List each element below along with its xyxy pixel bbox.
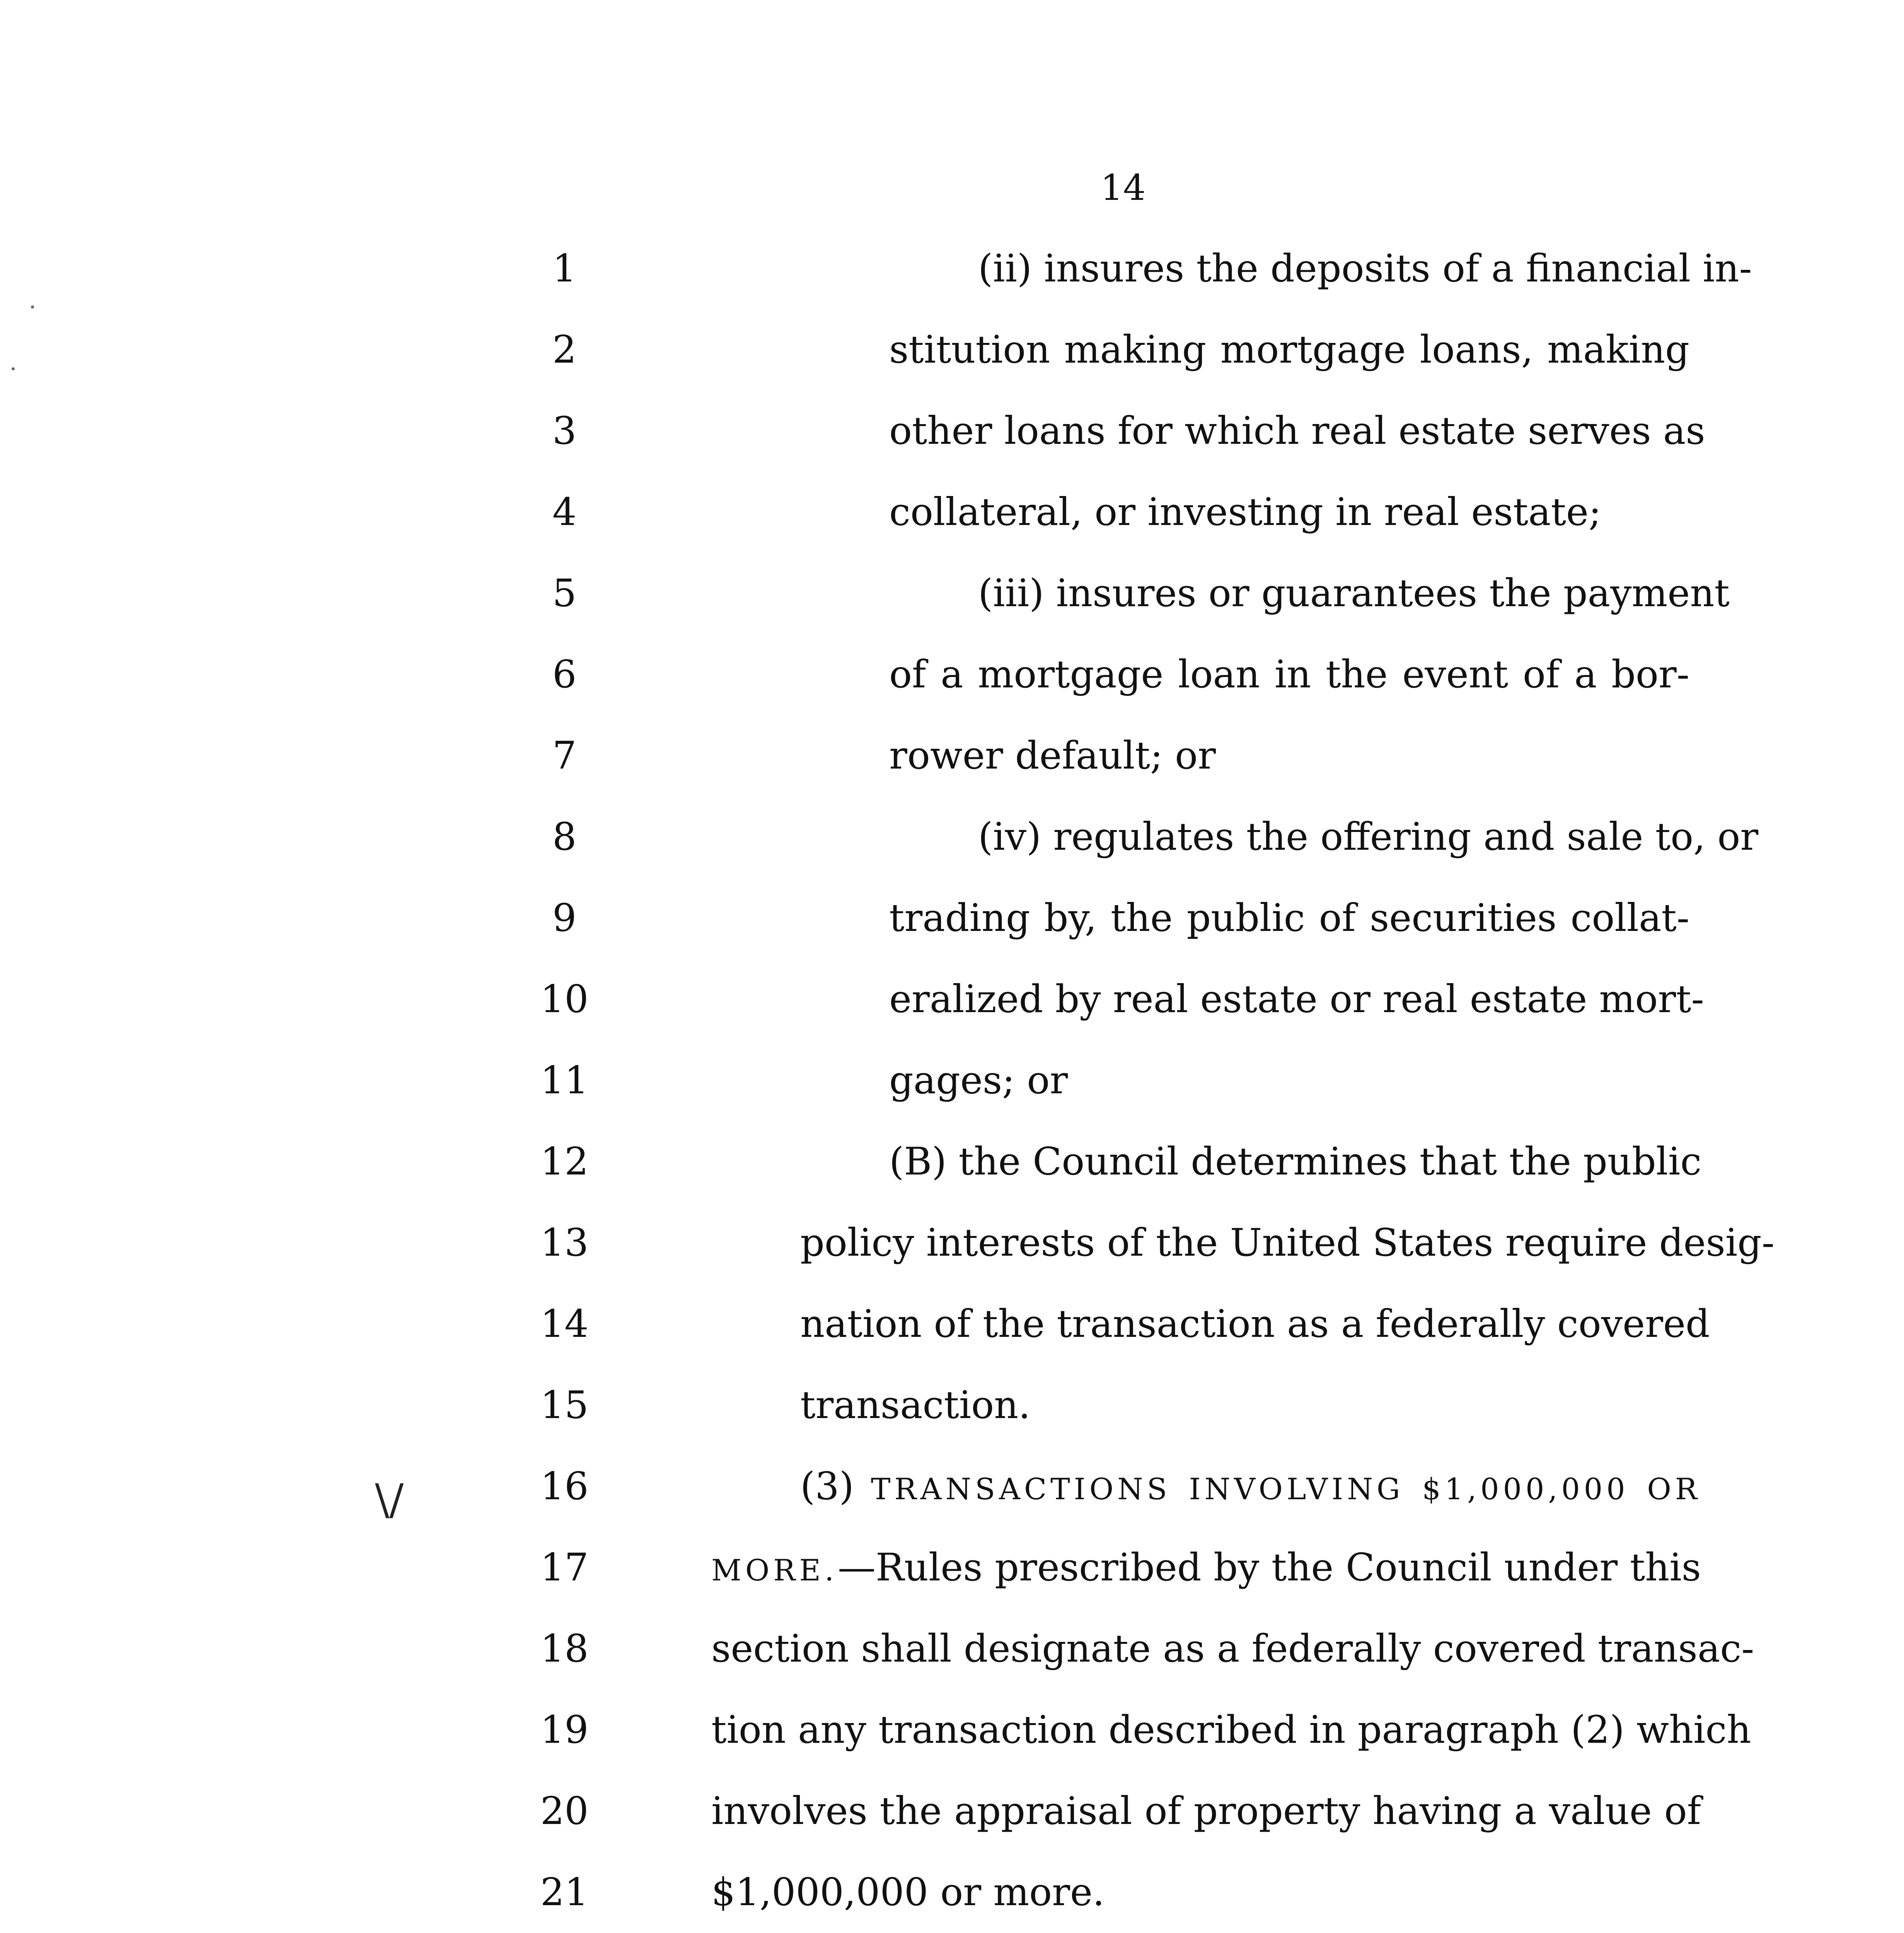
text-line (0, 889, 1904, 947)
text-line (0, 1782, 1904, 1840)
line-text: (ii) insures the deposits of a financial in- (978, 247, 1752, 291)
line-number: 19 (540, 1708, 589, 1752)
text-line (0, 1539, 1904, 1597)
line-text (800, 1457, 1701, 1518)
line-number: 13 (540, 1221, 589, 1265)
text-line (0, 1457, 1904, 1515)
line-text: involves the appraisal of property having a value of (711, 1789, 1701, 1833)
margin-checkmark: \/ (375, 1475, 404, 1524)
text-line (0, 321, 1904, 379)
text-line (0, 1701, 1904, 1759)
line-number: 7 (552, 734, 577, 778)
section-heading: TRANSACTIONS INVOLVING $1,000,000 OR (871, 1472, 1701, 1506)
line-text: of a mortgage loan in the event of a bor- (889, 653, 1689, 697)
text-line (0, 240, 1904, 298)
line-text: stitution making mortgage loans, making (889, 328, 1689, 372)
line-text: trading by, the public of securities collat- (889, 896, 1689, 940)
line-number: 21 (540, 1870, 589, 1914)
line-number: 14 (540, 1302, 589, 1346)
line-number: 8 (552, 815, 577, 859)
line-text: transaction. (800, 1383, 1031, 1427)
line-number: 6 (552, 653, 577, 697)
text-line (0, 808, 1904, 866)
line-text: tion any transaction described in paragraph (2) which (711, 1708, 1751, 1752)
line-number: 17 (540, 1546, 589, 1590)
line-text: section shall designate as a federally covered transac- (711, 1627, 1754, 1671)
line-number: 15 (540, 1383, 589, 1427)
line-text: $1,000,000 or more. (711, 1870, 1105, 1914)
text-line (0, 1863, 1904, 1921)
line-text (711, 1539, 1701, 1599)
text-line (0, 1295, 1904, 1353)
line-number: 11 (540, 1059, 589, 1103)
line-text: gages; or (889, 1059, 1068, 1103)
text-line (0, 1052, 1904, 1110)
line-number: 3 (552, 409, 577, 453)
line-text: (iv) regulates the offering and sale to, or (978, 815, 1759, 859)
line-number: 10 (540, 977, 589, 1021)
line-number: 1 (552, 247, 577, 291)
line-number: 9 (552, 896, 577, 940)
text-line (0, 402, 1904, 460)
line-text: eralized by real estate or real estate mort- (889, 977, 1704, 1021)
line-text: other loans for which real estate serves as (889, 409, 1705, 453)
paragraph-marker: (3) (800, 1464, 871, 1509)
line-number: 12 (540, 1140, 589, 1184)
line-text: nation of the transaction as a federally covered (800, 1302, 1710, 1346)
text-line (0, 646, 1904, 704)
line-number: 4 (552, 490, 577, 534)
text-line (0, 970, 1904, 1028)
line-number: 5 (552, 571, 577, 615)
text-line (0, 1376, 1904, 1434)
text-line (0, 1214, 1904, 1272)
line-text: —Rules prescribed by the Council under this (837, 1546, 1701, 1590)
margin-speck (31, 305, 34, 309)
line-number: 2 (552, 328, 577, 372)
section-heading: MORE. (711, 1553, 838, 1587)
line-number: 18 (540, 1627, 589, 1671)
line-text: rower default; or (889, 734, 1216, 778)
line-text: (iii) insures or guarantees the payment (978, 571, 1730, 615)
line-number: 16 (540, 1464, 589, 1509)
line-text: policy interests of the United States require desig- (800, 1221, 1775, 1265)
text-line (0, 1620, 1904, 1678)
page-number: 14 (1100, 167, 1146, 208)
text-line (0, 564, 1904, 622)
text-line (0, 727, 1904, 785)
line-number: 20 (540, 1789, 589, 1833)
text-line (0, 1133, 1904, 1191)
line-text: (B) the Council determines that the public (889, 1140, 1702, 1184)
text-line (0, 483, 1904, 541)
line-text: collateral, or investing in real estate; (889, 490, 1601, 534)
